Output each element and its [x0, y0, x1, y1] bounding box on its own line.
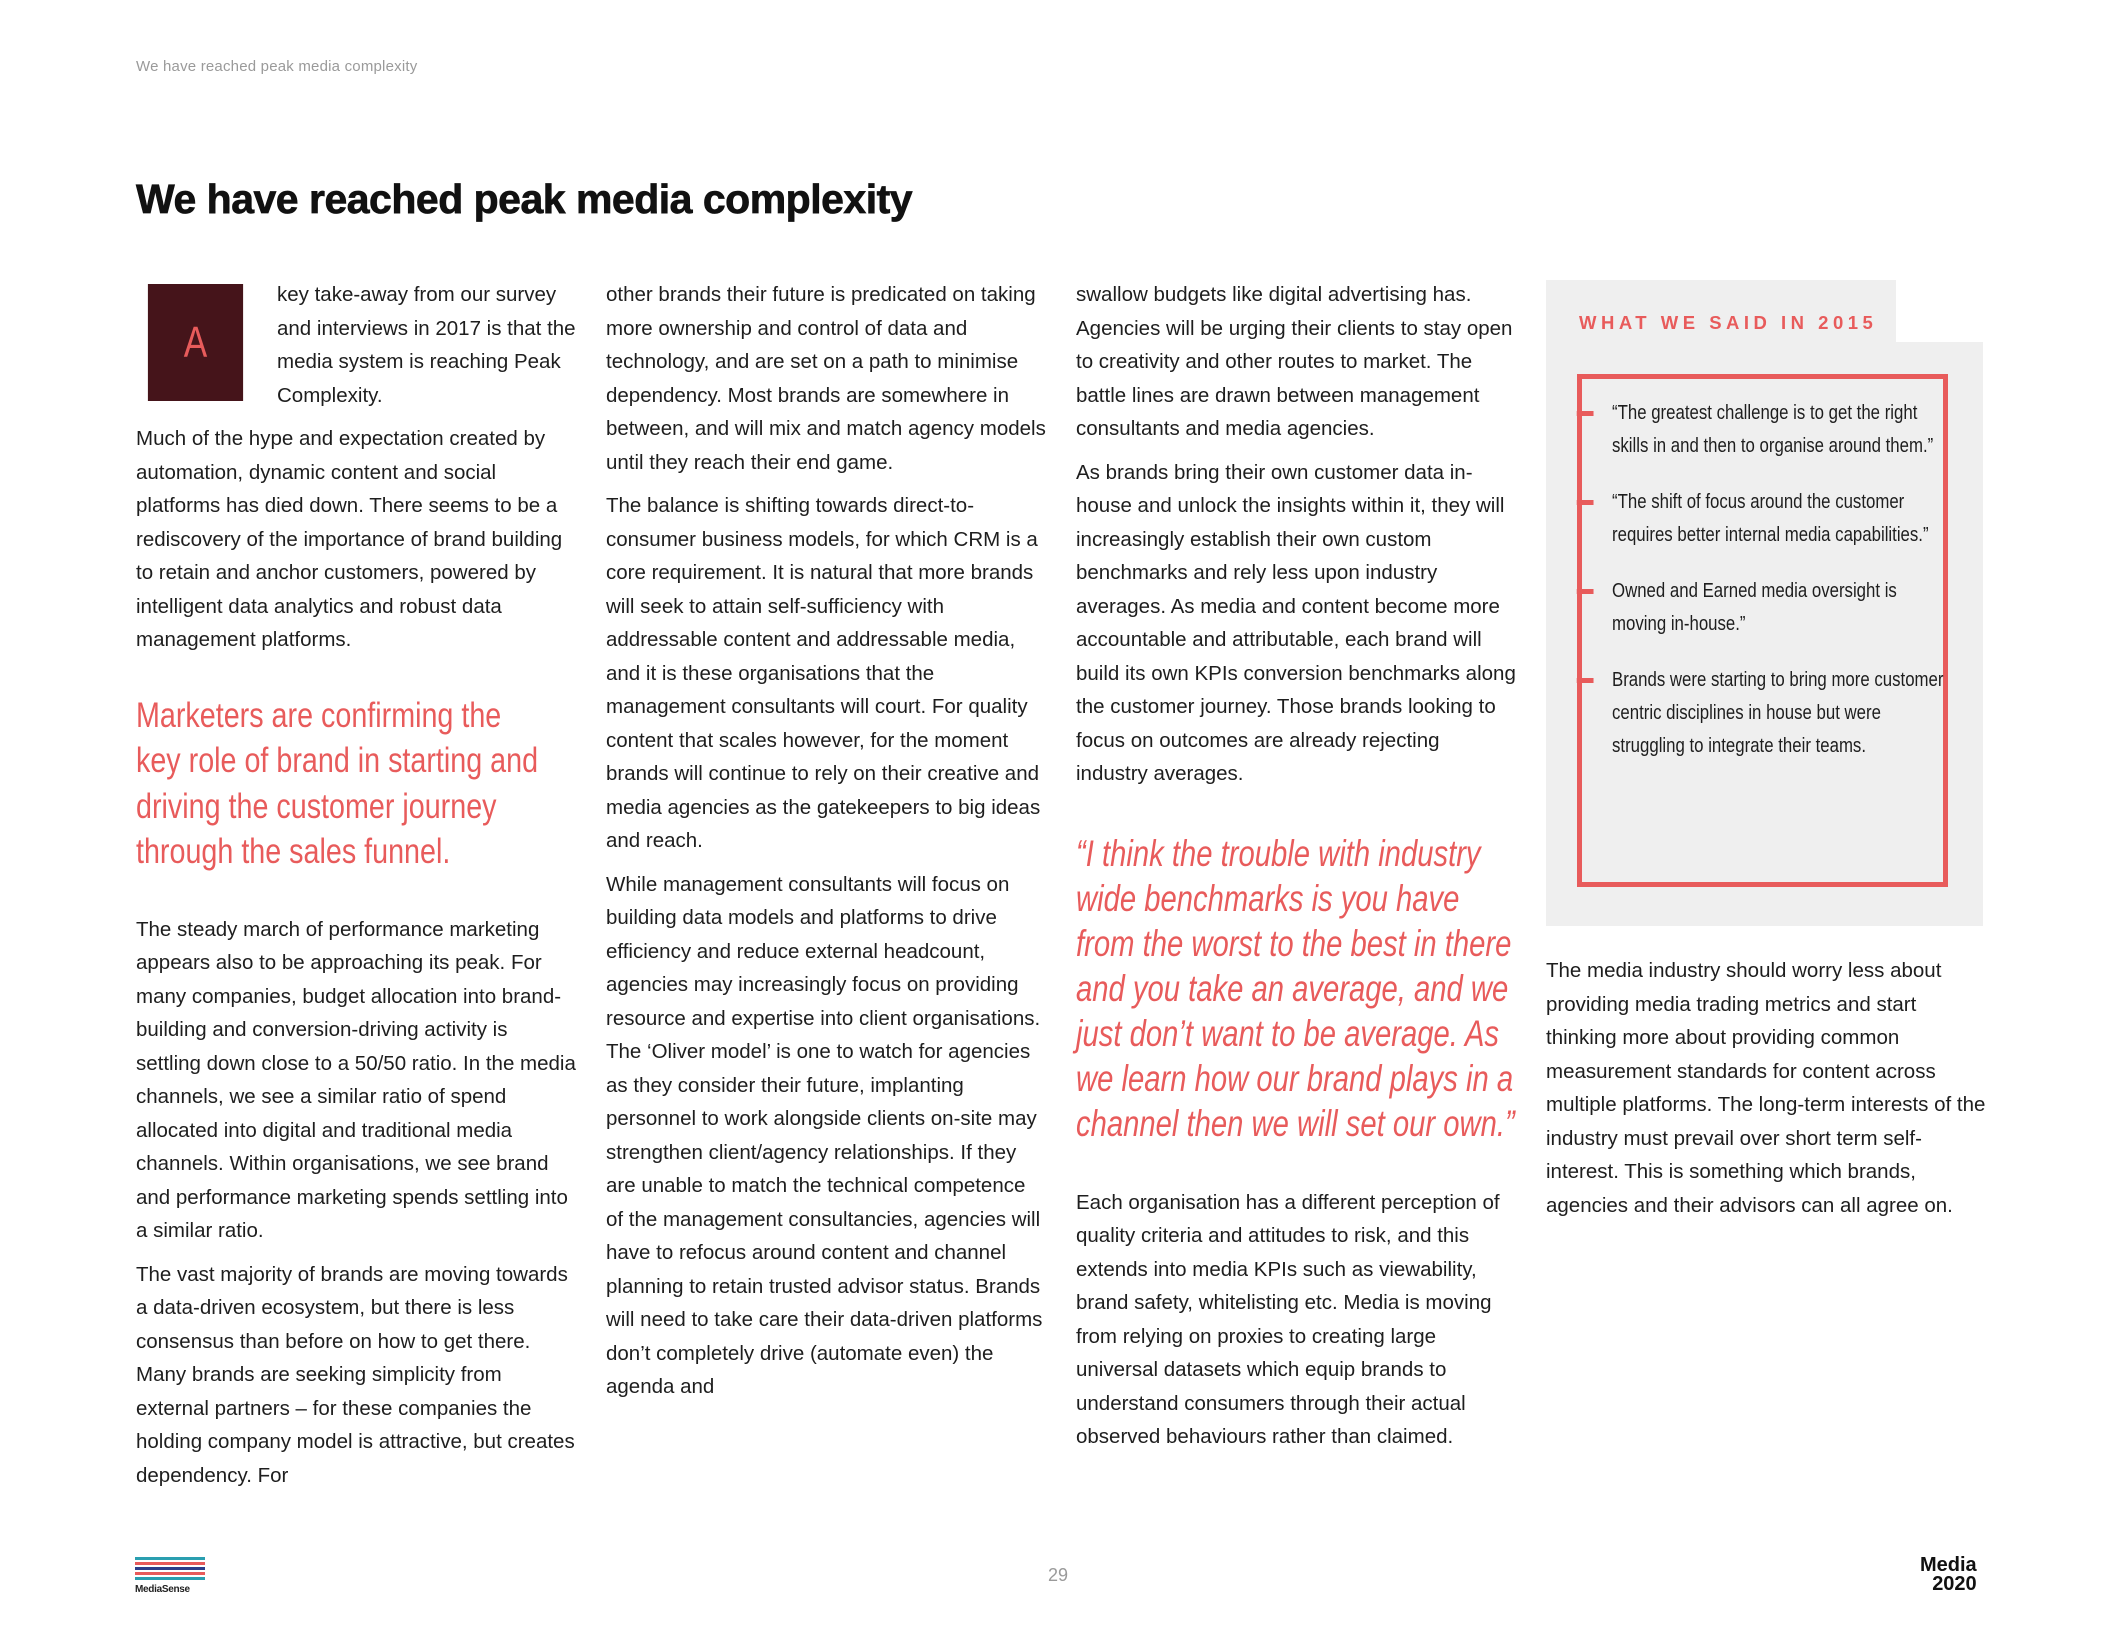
body-paragraph: The vast majority of brands are moving towards a data-driven ecosystem, but there is less consensus than before on how to get there. Many brands are seeking simplicity from external partners – for these companies the holding company model is attractive, but creates dependency. For [136, 1262, 575, 1487]
brand-line-2: 2020 [1932, 1573, 1977, 1595]
sidebar-item: “The shift of focus around the customer requires better internal media capabilities.” [1612, 486, 1948, 552]
sidebar-heading: WHAT WE SAID IN 2015 [1579, 312, 1878, 333]
sidebar-item: “The greatest challenge is to get the right skills in and then to organise around them.” [1612, 397, 1948, 463]
drop-cap: A [148, 284, 243, 401]
body-paragraph: other brands their future is predicated on taking more ownership and control of data and technology, and are set on a path to minimise dependency. Most brands are somewhere in between, and will mix and match agency models until they reach their end game. [606, 283, 1046, 474]
intro-paragraph: key take-away from our survey and interviews in 2017 is that the media system is reaching Peak Complexity. [277, 283, 576, 407]
column-4 [1546, 954, 1986, 1232]
page-number: 29 [1048, 1565, 1069, 1585]
body-paragraph: swallow budgets like digital advertising has. Agencies will be urging their clients to stay open to creativity and other routes to market. The battle lines are drawn between management consultants and media agencies. [1076, 283, 1513, 440]
body-paragraph: As brands bring their own customer data in-house and unlock the insights within it, they will increasingly establish their own custom benchmarks and rely less upon industry averages. As media and content become more accountable and attributable, each brand will build its own KPIs conversion benchmarks along the customer journey. Those brands looking to focus on outcomes are already rejecting industry averages. [1076, 460, 1516, 785]
sidebar-item: Brands were starting to bring more customer centric disciplines in house but were struggling to integrate their teams. [1612, 664, 1948, 763]
body-paragraph: Much of the hype and expectation created by automation, dynamic content and social platforms has died down. There seems to be a rediscovery of the importance of brand building to retain and anchor customers, powered by intelligent data analytics and robust data management platforms. [136, 427, 563, 651]
page-title: We have reached peak media complexity [136, 176, 913, 222]
sidebar-item: Owned and Earned media oversight is moving in-house.” [1612, 575, 1948, 641]
body-paragraph: While management consultants will focus on building data models and platforms to drive efficiency and reduce external headcount, agencies may increasingly focus on providing resource and expertise into client organisations. The ‘Oliver model’ is one to watch for agencies as they consider their future, implanting personnel to work alongside clients on-site may strengthen client/agency relationships. If they are unable to match the technical competence of the management consultancies, agencies will have to refocus around content and channel planning to retain trusted advisor status. Brands will need to take care their data-driven platforms don’t completely drive (automate even) the agenda and [606, 872, 1043, 1398]
running-head: We have reached peak media complexity [136, 58, 418, 75]
sidebar-tab-notch [1896, 280, 1983, 342]
body-paragraph: The steady march of performance marketing appears also to be approaching its peak. For many companies, budget allocation into brand-building and conversion-driving activity is settling down close to a 50/50 ratio. In the media channels, we see a similar ratio of spend allocated into digital and traditional media channels. Within organisations, we see brand and performance marketing spends settling into a similar ratio. [136, 917, 576, 1242]
body-paragraph: The media industry should worry less about providing media trading metrics and start thinking more about providing common measurement standards for content across multiple platforms. The long-term interests of the industry must prevail over short term self-interest. This is something which brands, agencies and their advisors can all agree on. [1546, 959, 1986, 1217]
body-paragraph: The balance is shifting towards direct-to-consumer business models, for which CRM is a core requirement. It is natural that more brands will seek to attain self-sufficiency with addressable content and addressable media, and it is these organisations that the management consultants will court. For quality content that scales however, for the moment brands will continue to rely on their creative and media agencies as the gatekeepers to big ideas and reach. [606, 494, 1041, 852]
column-3 [1076, 278, 1516, 1464]
pull-quote: Marketers are confirming the key role of brand in starting and driving the customer journey through the sales funnel. [136, 695, 539, 871]
column-1 [136, 278, 576, 1502]
interview-quote: “I think the trouble with industry wide benchmarks is you have from the worst to the best in there and you take an average, and we just don’t want to be average. As we learn how our brand plays in a channel then we will set our own.” [1076, 832, 1515, 1144]
sidebar-list [1612, 397, 1952, 786]
brand-mark [1920, 1556, 1977, 1594]
column-2 [606, 278, 1046, 1414]
body-paragraph: Each organisation has a different perception of quality criteria and attitudes to risk, and this extends into media KPIs such as viewability, brand safety, whitelisting etc. Media is moving from relying on proxies to creating large universal datasets which equip brands to understand consumers through their actual observed behaviours rather than claimed. [1076, 1190, 1500, 1448]
brand-line-1: Media [1920, 1554, 1977, 1576]
logo-wordmark: MediaSense [135, 1584, 190, 1595]
